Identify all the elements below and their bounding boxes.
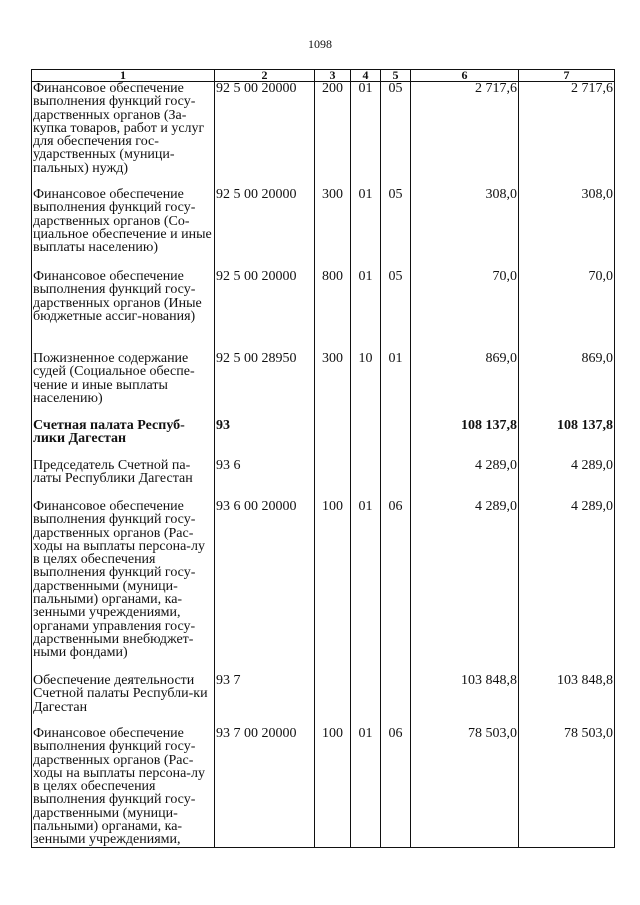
row-name: Председатель Счетной па-латы Республики Дагестан bbox=[32, 459, 215, 500]
row-col3: 300 bbox=[315, 352, 351, 419]
row-name: Финансовое обеспечение выполнения функций госу-дарственных органов (Рас-ходы на выплаты персона-лу в целях обеспечения выполнения функций госу-дарственными (муници-пальными) органами, ка-зенными учреждениями, bbox=[32, 727, 215, 847]
row-col3: 800 bbox=[315, 270, 351, 352]
row-col5: 05 bbox=[381, 188, 411, 270]
row-col3: 300 bbox=[315, 188, 351, 270]
row-amount-7: 108 137,8 bbox=[519, 419, 615, 459]
row-code: 92 5 00 20000 bbox=[215, 270, 315, 352]
row-col5 bbox=[381, 674, 411, 727]
row-col4: 01 bbox=[351, 270, 381, 352]
row-amount-6: 108 137,8 bbox=[411, 419, 519, 459]
column-header-5: 5 bbox=[381, 70, 411, 82]
row-code: 93 6 00 20000 bbox=[215, 500, 315, 674]
row-code: 93 7 bbox=[215, 674, 315, 727]
column-header-3: 3 bbox=[315, 70, 351, 82]
column-header-7: 7 bbox=[519, 70, 615, 82]
row-col3 bbox=[315, 459, 351, 500]
row-amount-7: 78 503,0 bbox=[519, 727, 615, 847]
row-amount-6: 4 289,0 bbox=[411, 459, 519, 500]
row-amount-6: 2 717,6 bbox=[411, 82, 519, 189]
row-amount-7: 2 717,6 bbox=[519, 82, 615, 189]
row-name: Пожизненное содержание судей (Социальное обеспе-чение и иные выплаты населению) bbox=[32, 352, 215, 419]
row-amount-6: 4 289,0 bbox=[411, 500, 519, 674]
row-code: 92 5 00 20000 bbox=[215, 82, 315, 189]
row-amount-6: 78 503,0 bbox=[411, 727, 519, 847]
row-col4: 01 bbox=[351, 188, 381, 270]
row-name: Обеспечение деятельности Счетной палаты Республи-ки Дагестан bbox=[32, 674, 215, 727]
column-header-2: 2 bbox=[215, 70, 315, 82]
row-amount-6: 308,0 bbox=[411, 188, 519, 270]
budget-table bbox=[31, 69, 615, 848]
row-code: 93 7 00 20000 bbox=[215, 727, 315, 847]
row-code: 92 5 00 28950 bbox=[215, 352, 315, 419]
row-col3: 100 bbox=[315, 500, 351, 674]
table-row bbox=[32, 270, 615, 352]
column-header-4: 4 bbox=[351, 70, 381, 82]
table-row bbox=[32, 727, 615, 847]
row-col4: 10 bbox=[351, 352, 381, 419]
row-amount-7: 4 289,0 bbox=[519, 500, 615, 674]
table-header-row bbox=[32, 70, 615, 82]
row-name: Финансовое обеспечение выполнения функций госу-дарственных органов (Рас-ходы на выплаты персона-лу в целях обеспечения выполнения функций госу-дарственными (муници-пальными) органами, ка-зенными учреждениями, органами управления госу-дарственными внебюджет-ными фондами) bbox=[32, 500, 215, 674]
page-number: 1098 bbox=[308, 37, 332, 51]
row-amount-7: 308,0 bbox=[519, 188, 615, 270]
row-amount-7: 70,0 bbox=[519, 270, 615, 352]
row-amount-7: 4 289,0 bbox=[519, 459, 615, 500]
row-code: 92 5 00 20000 bbox=[215, 188, 315, 270]
row-amount-6: 869,0 bbox=[411, 352, 519, 419]
table-row bbox=[32, 459, 615, 500]
row-col5: 05 bbox=[381, 82, 411, 189]
row-col3 bbox=[315, 674, 351, 727]
row-col4: 01 bbox=[351, 727, 381, 847]
row-amount-7: 869,0 bbox=[519, 352, 615, 419]
table-row bbox=[32, 674, 615, 727]
row-col5 bbox=[381, 459, 411, 500]
row-name: Финансовое обеспечение выполнения функций госу-дарственных органов (За-купка товаров, работ и услуг для обеспечения гос-ударственных (муници-пальных) нужд) bbox=[32, 82, 215, 189]
table-row bbox=[32, 500, 615, 674]
row-col4 bbox=[351, 419, 381, 459]
column-header-1: 1 bbox=[32, 70, 215, 82]
table-row bbox=[32, 352, 615, 419]
row-name: Финансовое обеспечение выполнения функций госу-дарственных органов (Иные бюджетные ассиг-нования) bbox=[32, 270, 215, 352]
row-name: Счетная палата Респуб-лики Дагестан bbox=[32, 419, 215, 459]
row-col5 bbox=[381, 419, 411, 459]
table-row bbox=[32, 188, 615, 270]
row-col4 bbox=[351, 459, 381, 500]
row-amount-6: 70,0 bbox=[411, 270, 519, 352]
column-header-6: 6 bbox=[411, 70, 519, 82]
row-col4: 01 bbox=[351, 500, 381, 674]
row-amount-7: 103 848,8 bbox=[519, 674, 615, 727]
row-code: 93 bbox=[215, 419, 315, 459]
table-row bbox=[32, 82, 615, 189]
row-col3: 100 bbox=[315, 727, 351, 847]
row-col4 bbox=[351, 674, 381, 727]
row-col5: 06 bbox=[381, 727, 411, 847]
table-row bbox=[32, 419, 615, 459]
row-name: Финансовое обеспечение выполнения функций госу-дарственных органов (Со-циальное обеспечение и иные выплаты населению) bbox=[32, 188, 215, 270]
row-code: 93 6 bbox=[215, 459, 315, 500]
row-col5: 01 bbox=[381, 352, 411, 419]
row-col5: 05 bbox=[381, 270, 411, 352]
row-col3 bbox=[315, 419, 351, 459]
row-col4: 01 bbox=[351, 82, 381, 189]
row-col3: 200 bbox=[315, 82, 351, 189]
row-col5: 06 bbox=[381, 500, 411, 674]
row-amount-6: 103 848,8 bbox=[411, 674, 519, 727]
